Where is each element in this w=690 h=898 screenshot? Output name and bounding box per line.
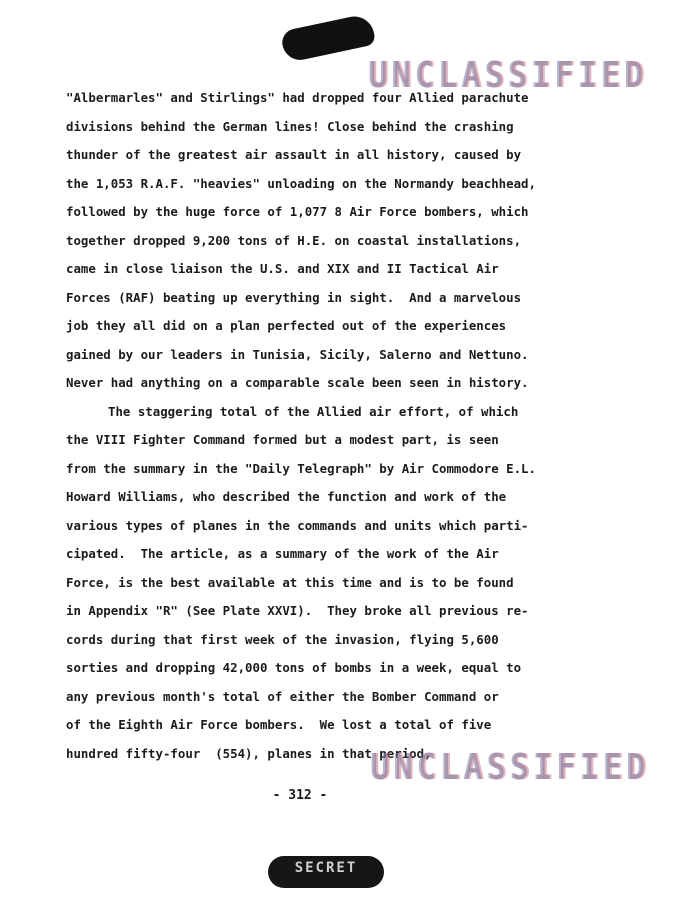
body-text: [66, 84, 536, 768]
secret-stamp-text: SECRET: [294, 860, 358, 876]
text-line: Howard Williams, who described the function and work of the: [66, 489, 507, 504]
text-line: the VIII Fighter Command formed but a modest part, is seen: [66, 432, 499, 447]
redaction-mark-top: [280, 13, 377, 63]
text-line: job they all did on a plan perfected out of the experiences: [66, 318, 507, 333]
text-line: various types of planes in the commands and units which parti-: [66, 517, 529, 533]
text-line: followed by the huge force of 1,077 8 Air Force bombers, which: [66, 204, 529, 219]
text-line: the 1,053 R.A.F. "heavies" unloading on the Normandy beachhead,: [66, 175, 536, 191]
text-line: from the summary in the "Daily Telegraph" by Air Commodore E.L.: [66, 460, 536, 476]
text-line: Forces (RAF) beating up everything in sight. And a marvelous: [66, 289, 522, 305]
text-line: Never had anything on a comparable scale been seen in history.: [66, 375, 529, 390]
text-line: of the Eighth Air Force bombers. We lost a total of five: [66, 717, 492, 732]
text-line: together dropped 9,200 tons of H.E. on coastal installations,: [66, 232, 522, 248]
page-number: - 312 -: [272, 788, 328, 803]
text-line: in Appendix "R" (See Plate XXVI). They broke all previous re-: [66, 603, 529, 618]
text-line: divisions behind the German lines! Close behind the crashing: [66, 118, 514, 134]
text-line: came in close liaison the U.S. and XIX and II Tactical Air: [66, 261, 499, 276]
text-line: hundred fifty-four (554), planes in that period,: [66, 745, 432, 761]
unclassified-stamp-top: UNCLASSIFIED: [368, 54, 648, 96]
text-line: gained by our leaders in Tunisia, Sicily, Salerno and Nettuno.: [66, 346, 529, 362]
paragraph-start-line: The staggering total of the Allied air effort, of which: [108, 403, 519, 419]
text-line: sorties and dropping 42,000 tons of bombs in a week, equal to: [66, 660, 522, 675]
text-line: "Albermarles" and Stirlings" had dropped four Allied parachute: [66, 90, 529, 105]
text-line: Force, is the best available at this time and is to be found: [66, 574, 514, 590]
redaction-mark-bottom: [268, 856, 384, 888]
text-line: any previous month's total of either the Bomber Command or: [66, 688, 499, 704]
text-line: cipated. The article, as a summary of the work of the Air: [66, 546, 499, 561]
text-line: thunder of the greatest air assault in all history, caused by: [66, 147, 522, 162]
text-line: cords during that first week of the invasion, flying 5,600: [66, 631, 499, 647]
unclassified-stamp-bottom: UNCLASSIFIED: [370, 746, 650, 788]
